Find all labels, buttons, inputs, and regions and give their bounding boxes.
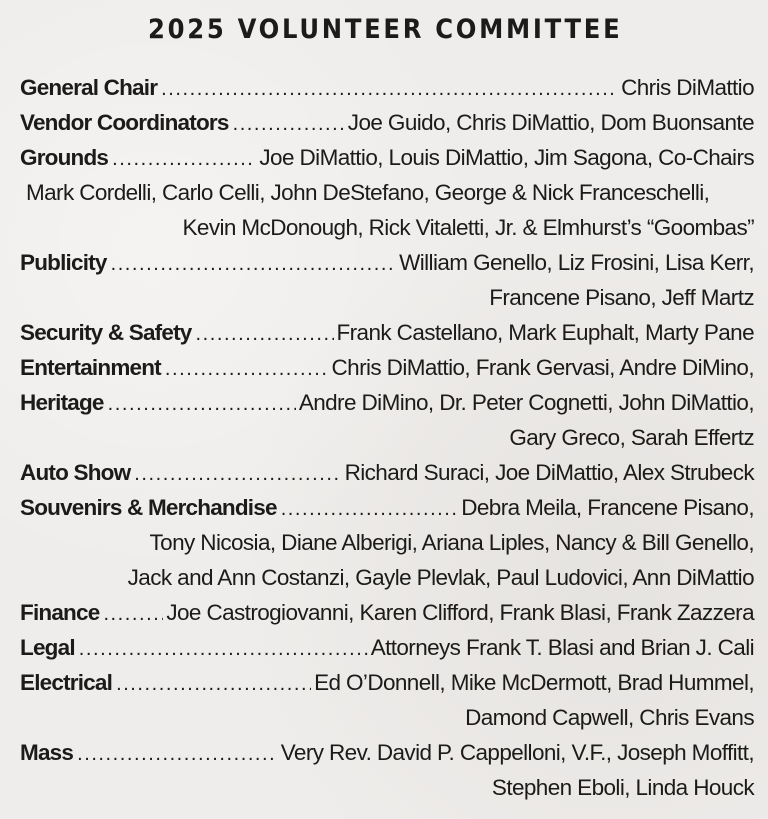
member-names: Damond Capwell, Chris Evans	[465, 705, 754, 730]
committee-continuation	[20, 210, 754, 245]
member-names: Francene Pisano, Jeff Martz	[489, 285, 754, 310]
member-names: Andre DiMino, Dr. Peter Cognetti, John DiMattio,	[298, 390, 754, 415]
role-label: Electrical	[20, 670, 113, 695]
committee-entry	[20, 140, 754, 175]
member-names: Stephen Eboli, Linda Houck	[491, 775, 754, 800]
dot-leader	[165, 352, 329, 387]
member-names: Chris DiMattio, Frank Gervasi, Andre DiMino,	[331, 355, 754, 380]
committee-continuation	[20, 175, 754, 210]
committee-entry	[20, 245, 754, 280]
role-label: Heritage	[20, 390, 104, 415]
committee-list	[20, 70, 754, 805]
member-names: Joe DiMattio, Louis DiMattio, Jim Sagona, Co-Chairs	[259, 145, 754, 170]
member-names: Attorneys Frank T. Blasi and Brian J. Cali	[370, 635, 754, 660]
committee-entry	[20, 490, 754, 525]
committee-continuation	[20, 525, 754, 560]
role-label: Grounds	[20, 145, 109, 170]
dot-leader	[112, 142, 256, 177]
committee-continuation	[20, 420, 754, 455]
committee-entry	[20, 735, 754, 770]
committee-entry	[20, 630, 754, 665]
page-title: 2025 VOLUNTEER COMMITTEE	[148, 14, 623, 45]
committee-continuation	[20, 700, 754, 735]
dot-leader	[79, 632, 368, 667]
dot-leader	[108, 387, 296, 422]
committee-entry	[20, 665, 754, 700]
role-label: Finance	[20, 600, 100, 625]
committee-continuation	[20, 560, 754, 595]
committee-entry	[20, 350, 754, 385]
role-label: Mass	[20, 740, 74, 765]
member-names: Chris DiMattio	[621, 75, 754, 100]
member-names: Jack and Ann Costanzi, Gayle Plevlak, Paul Ludovici, Ann DiMattio	[127, 565, 754, 590]
committee-entry	[20, 315, 754, 350]
dot-leader	[116, 667, 311, 702]
member-names: Joe Guido, Chris DiMattio, Dom Buonsante	[347, 110, 754, 135]
committee-entry	[20, 595, 754, 630]
role-label: Souvenirs & Merchandise	[20, 495, 277, 520]
member-names: Frank Castellano, Mark Euphalt, Marty Pane	[336, 320, 754, 345]
member-names: William Genello, Liz Frosini, Lisa Kerr,	[399, 250, 754, 275]
role-label: General Chair	[20, 75, 158, 100]
dot-leader	[111, 247, 397, 282]
role-label: Security & Safety	[20, 320, 192, 345]
dot-leader	[103, 597, 163, 632]
committee-entry	[20, 385, 754, 420]
role-label: Vendor Coordinators	[20, 110, 229, 135]
role-label: Legal	[20, 635, 75, 660]
role-label: Publicity	[20, 250, 107, 275]
member-names: Joe Castrogiovanni, Karen Clifford, Frank Blasi, Frank Zazzera	[166, 600, 754, 625]
member-names: Ed O’Donnell, Mike McDermott, Brad Hummel,	[314, 670, 754, 695]
role-label: Entertainment	[20, 355, 161, 380]
committee-entry	[20, 105, 754, 140]
dot-leader	[281, 492, 459, 527]
member-names: Gary Greco, Sarah Effertz	[509, 425, 754, 450]
dot-leader	[233, 107, 345, 142]
committee-continuation	[20, 280, 754, 315]
member-names: Richard Suraci, Joe DiMattio, Alex Strubeck	[344, 460, 754, 485]
dot-leader	[195, 317, 333, 352]
member-names: Very Rev. David P. Cappelloni, V.F., Joseph Moffitt,	[280, 740, 754, 765]
committee-entry	[20, 70, 754, 105]
role-label: Auto Show	[20, 460, 131, 485]
dot-leader	[77, 737, 278, 772]
committee-entry	[20, 455, 754, 490]
member-names: Debra Meila, Francene Pisano,	[461, 495, 754, 520]
dot-leader	[134, 457, 341, 492]
dot-leader	[161, 72, 618, 107]
member-names: Kevin McDonough, Rick Vitaletti, Jr. & Elmhurst’s “Goombas”	[182, 215, 754, 240]
committee-continuation	[20, 770, 754, 805]
member-names: Tony Nicosia, Diane Alberigi, Ariana Liples, Nancy & Bill Genello,	[149, 530, 754, 555]
member-names: Mark Cordelli, Carlo Celli, John DeStefano, George & Nick Franceschelli,	[26, 180, 710, 205]
